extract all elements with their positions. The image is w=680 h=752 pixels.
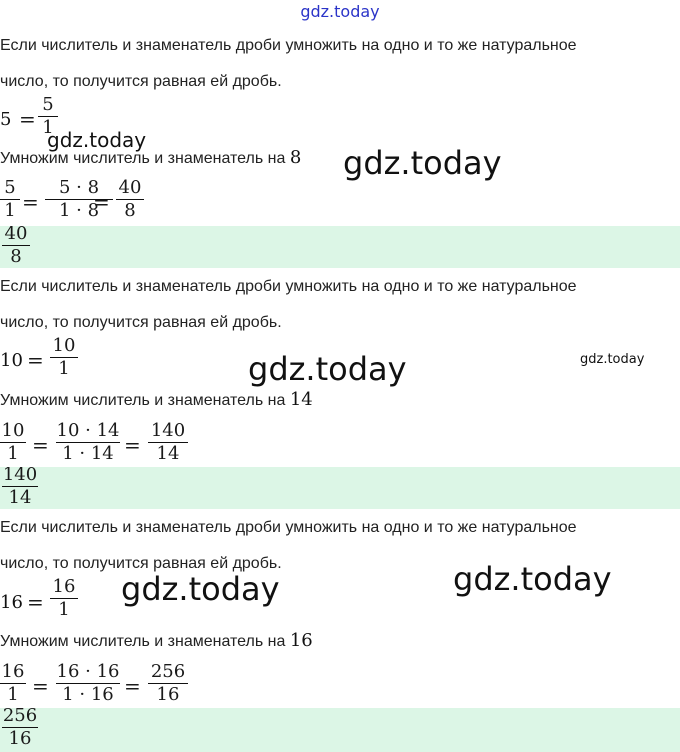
fraction-denominator: 1 (7, 684, 19, 706)
equals-sign: = (93, 190, 110, 214)
answer-band (0, 708, 680, 752)
watermark-text: gdz.today (453, 560, 612, 598)
equals-sign: = (32, 674, 49, 698)
expansion-row (0, 662, 200, 708)
equals-sign: = (124, 674, 141, 698)
equals-sign: = (124, 433, 141, 457)
answer-band (0, 226, 680, 268)
watermark-text: gdz.today (248, 350, 407, 388)
equals-sign: = (22, 190, 39, 214)
rule-text-line2: число, то получится равная ей дробь. (0, 314, 282, 331)
fraction-numerator: 256 (150, 662, 186, 682)
answer-numerator: 140 (2, 467, 38, 485)
fraction-numerator: 10 (52, 335, 76, 356)
equals-sign: = (27, 348, 44, 372)
answer-denominator: 14 (8, 487, 32, 509)
fraction-denominator: 16 (156, 684, 180, 706)
fraction-denominator: 1 · 8 (58, 200, 100, 222)
multiply-text (0, 148, 301, 169)
fraction-numerator: 16 · 16 (56, 662, 120, 682)
fraction-denominator: 1 (58, 358, 70, 380)
rule-text-line2: число, то получится равная ей дробь. (0, 555, 282, 572)
fraction-numerator: 16 (52, 576, 76, 597)
fraction-numerator: 140 (150, 421, 186, 441)
multiplier-value: 16 (289, 630, 313, 651)
equals-sign: = (27, 590, 44, 614)
fraction-numerator: 10 (1, 421, 25, 441)
multiplier-value: 8 (289, 147, 302, 168)
multiply-text (0, 390, 313, 411)
multiply-label: Умножим числитель и знаменатель на (0, 150, 286, 167)
equals-sign: = (19, 107, 36, 131)
watermark-text: gdz.today (47, 128, 147, 152)
whole-number: 10 (0, 350, 23, 371)
fraction-numerator: 5 · 8 (58, 178, 100, 198)
fraction-denominator: 1 · 14 (62, 443, 114, 465)
multiply-label: Умножим числитель и знаменатель на (0, 392, 286, 409)
fraction-denominator: 1 (4, 200, 16, 222)
site-header-logo[interactable]: gdz.today (300, 2, 380, 21)
multiplier-value: 14 (289, 389, 313, 410)
watermark-text: gdz.today (580, 352, 645, 367)
rule-text-line1: Если числитель и знаменатель дроби умножить на одно и то же натуральное (0, 519, 577, 536)
fraction-denominator: 1 · 16 (62, 684, 114, 706)
answer-numerator: 256 (2, 708, 38, 726)
answer-denominator: 16 (8, 728, 32, 750)
equals-sign: = (32, 433, 49, 457)
rule-text-line1: Если числитель и знаменатель дроби умножить на одно и то же натуральное (0, 278, 577, 295)
fraction-denominator: 1 (58, 599, 70, 621)
fraction-denominator: 8 (124, 200, 136, 222)
multiply-text (0, 631, 313, 652)
initial-fraction (50, 336, 78, 379)
fraction-numerator: 5 (42, 95, 54, 115)
rule-text-line2: число, то получится равная ей дробь. (0, 73, 282, 90)
fraction-numerator: 10 · 14 (56, 421, 120, 441)
watermark-text: gdz.today (343, 144, 502, 182)
fraction-numerator: 5 (4, 178, 16, 198)
fraction-numerator: 40 (118, 178, 142, 198)
whole-number: 5 (0, 109, 12, 130)
fraction-denominator: 14 (156, 443, 180, 465)
watermark-text: gdz.today (121, 570, 280, 608)
rule-text-line1: Если числитель и знаменатель дроби умножить на одно и то же натуральное (0, 37, 577, 54)
multiply-label: Умножим числитель и знаменатель на (0, 633, 286, 650)
initial-fraction (50, 577, 78, 620)
fraction-denominator: 1 (42, 117, 54, 139)
fraction-numerator: 16 (1, 662, 25, 682)
expansion-row (0, 178, 200, 224)
expansion-row (0, 421, 200, 467)
answer-band (0, 467, 680, 509)
fraction-denominator: 1 (7, 443, 19, 465)
answer-numerator: 40 (4, 226, 28, 244)
answer-denominator: 8 (10, 246, 22, 268)
whole-number: 16 (0, 592, 23, 613)
